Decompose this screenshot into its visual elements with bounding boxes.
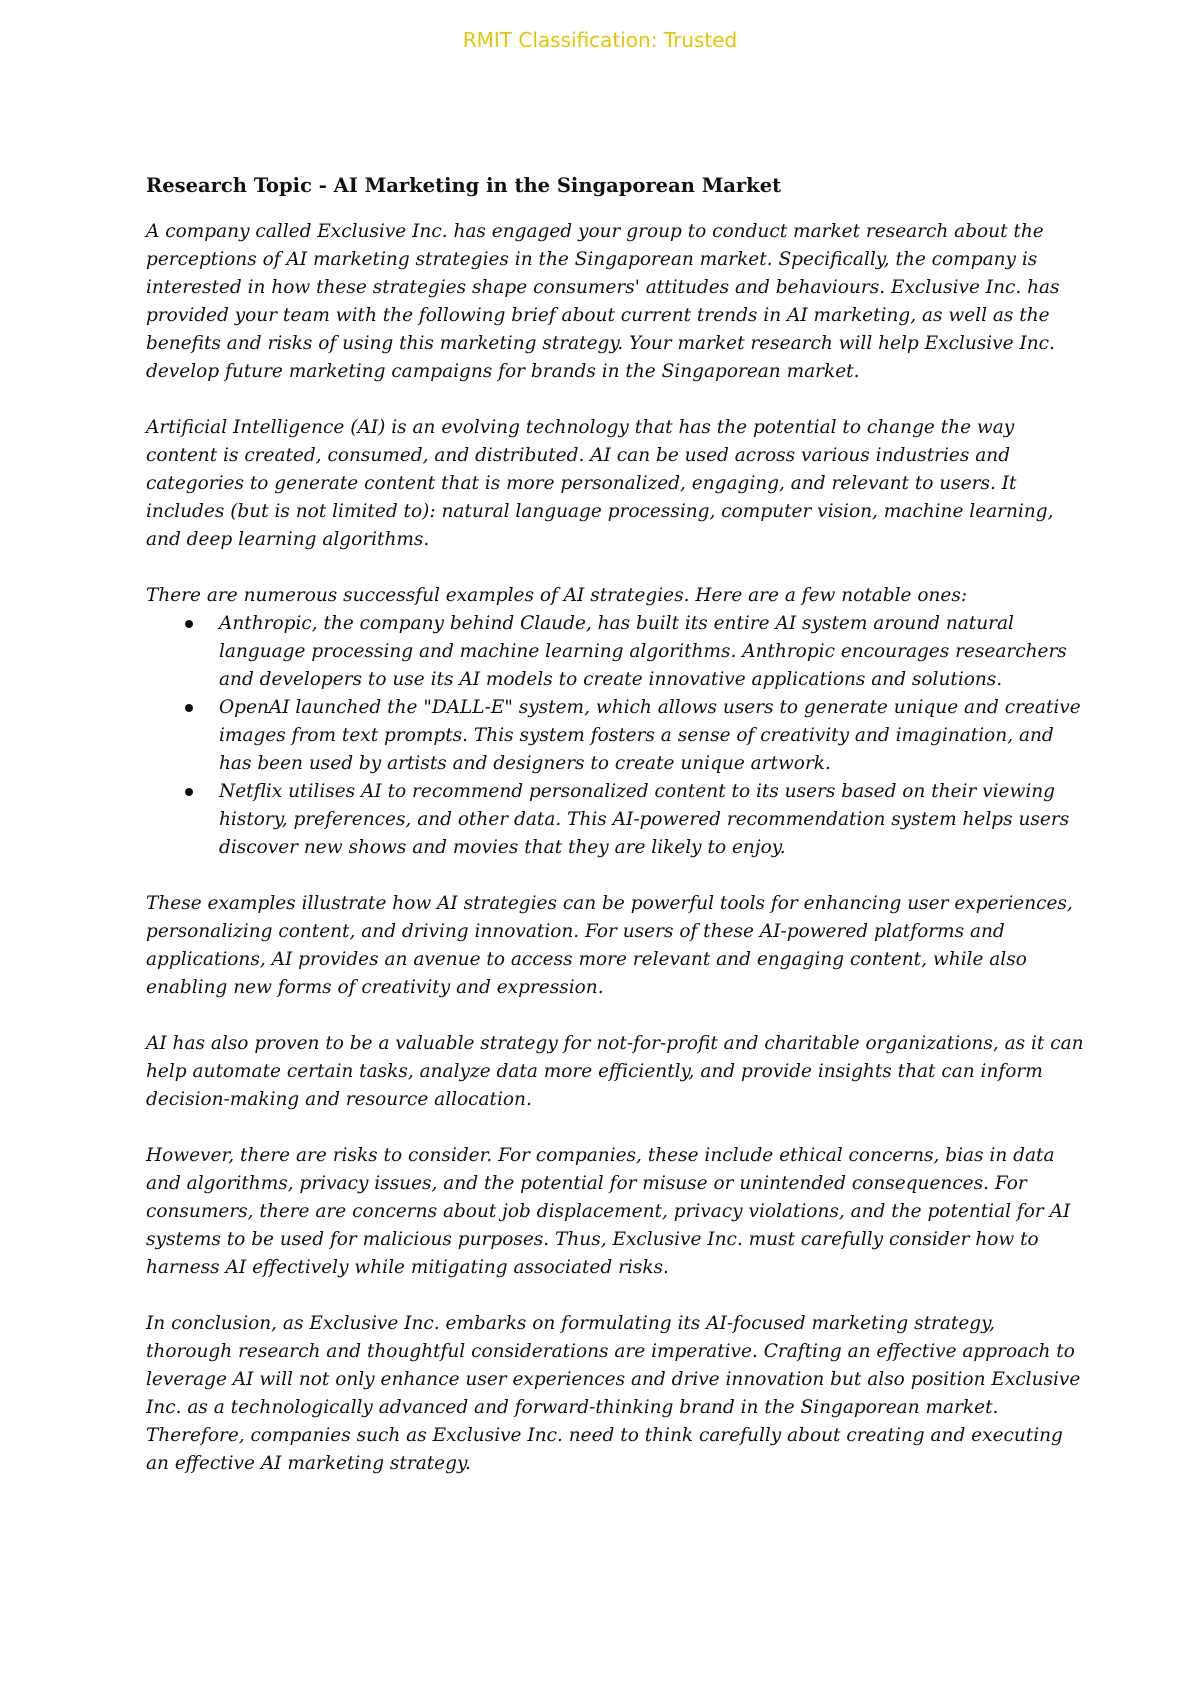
nonprofit-paragraph: AI has also proven to be a valuable strategy for not-for-profit and charitable organizations, as it can help automate certain tasks, analyze data more efficiently, and provide insights that can inform decision-making and resource allocation. — [146, 1033, 1084, 1110]
list-item — [146, 610, 1086, 694]
ai-definition-paragraph: Artificial Intelligence (AI) is an evolving technology that has the potential to change the way content is created, consumed, and distributed. AI can be used across various industries and categories to generate content that is more personalized, engaging, and relevant to users. It includes (but is not limited to): natural language processing, computer vision, machine learning, and deep learning algorithms. — [146, 417, 1054, 550]
conclusion-paragraph: In conclusion, as Exclusive Inc. embarks on formulating its AI-focused marketing strategy, thorough research and thoughtful considerations are imperative. Crafting an effective approach to leverage AI will not only enhance user experiences and drive innovation but also position Exclusive Inc. as a technologically advanced and forward-thinking brand in the Singaporean market. Therefore, companies such as Exclusive Inc. need to think carefully about creating and executing an effective AI marketing strategy. — [146, 1313, 1081, 1474]
list-item-text: Anthropic, the company behind Claude, has built its entire AI system around natural language processing and machine learning algorithms. Anthropic encourages researchers and developers to use its AI models to create innovative applications and solutions. — [219, 613, 1067, 690]
document-body — [146, 172, 1086, 1506]
bullet-icon — [185, 704, 193, 712]
list-item — [146, 778, 1086, 862]
list-item — [146, 694, 1086, 778]
examples-intro-paragraph: There are numerous successful examples of AI strategies. Here are a few notable ones: — [146, 585, 968, 606]
examples-list — [146, 610, 1086, 862]
list-item-text: Netflix utilises AI to recommend personalized content to its users based on their viewing history, preferences, and other data. This AI-powered recommendation system helps users discover new shows and movies that they are likely to enjoy. — [219, 781, 1070, 858]
list-item-text: OpenAI launched the "DALL-E" system, which allows users to generate unique and creative images from text prompts. This system fosters a sense of creativity and imagination, and has been used by artists and designers to create unique artwork. — [219, 697, 1081, 774]
bullet-icon — [185, 620, 193, 628]
intro-paragraph: A company called Exclusive Inc. has engaged your group to conduct market research about the perceptions of AI marketing strategies in the Singaporean market. Specifically, the company is interested in how these strategies shape consumers' attitudes and behaviours. Exclusive Inc. has provided your team with the following brief about current trends in AI marketing, as well as the benefits and risks of using this marketing strategy. Your market research will help Exclusive Inc. develop future marketing campaigns for brands in the Singaporean market. — [146, 221, 1060, 382]
document-title: Research Topic - AI Marketing in the Singaporean Market — [146, 174, 782, 197]
bullet-icon — [185, 788, 193, 796]
classification-header: RMIT Classification: Trusted — [462, 28, 738, 52]
examples-summary-paragraph: These examples illustrate how AI strategies can be powerful tools for enhancing user experiences, personalizing content, and driving innovation. For users of these AI-powered platforms and applications, AI provides an avenue to access more relevant and engaging content, while also enabling new forms of creativity and expression. — [146, 893, 1073, 998]
risks-paragraph: However, there are risks to consider. For companies, these include ethical concerns, bias in data and algorithms, privacy issues, and the potential for misuse or unintended consequences. For consumers, there are concerns about job displacement, privacy violations, and the potential for AI systems to be used for malicious purposes. Thus, Exclusive Inc. must carefully consider how to harness AI effectively while mitigating associated risks. — [146, 1145, 1071, 1278]
